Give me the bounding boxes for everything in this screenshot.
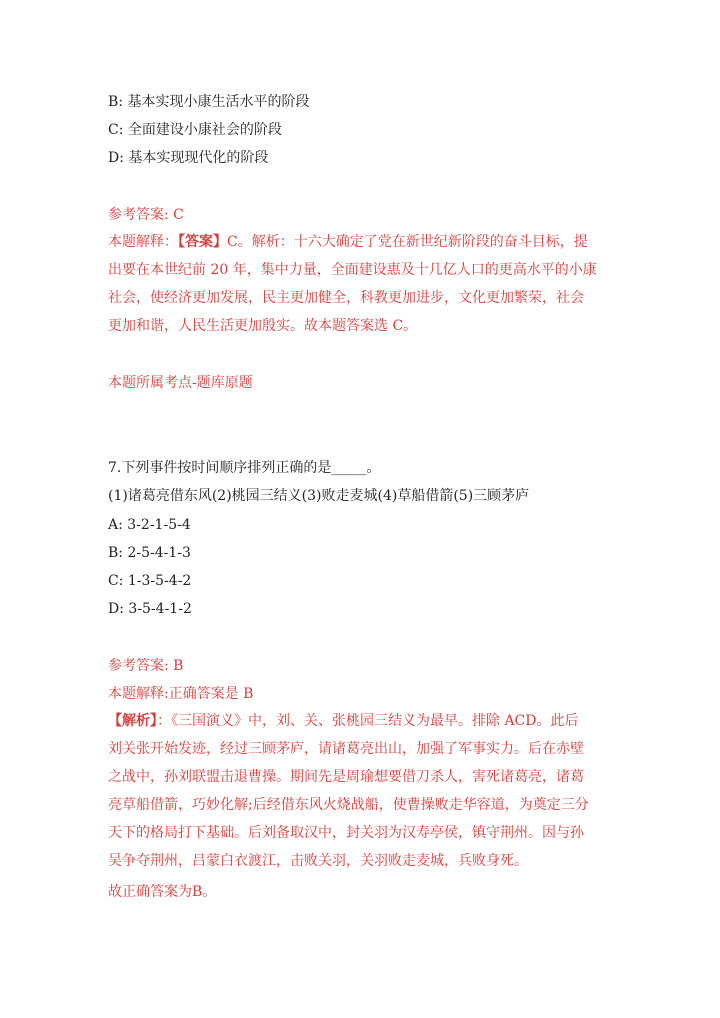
- analysis-line-4: 亮草船借箭，巧妙化解;后经借东风火烧战船，使曹操败走华容道，为奠定三分: [108, 797, 589, 813]
- analysis-line-5: 天下的格局打下基础。后刘备取汉中，封关羽为汉寿亭侯，镇守荆州。因与孙: [108, 825, 584, 841]
- option-c: C: 1-3-5-4-2: [108, 573, 192, 589]
- option-b: B: 2-5-4-1-3: [108, 545, 191, 561]
- explanation-line-2: 出要在本世纪前 20 年，集中力量，全面建设惠及十几亿人口的更高水平的小康: [108, 262, 597, 278]
- analysis-line-2: 刘关张开始发迹，经过三顾茅庐，请诸葛亮出山，加强了军事实力。后在赤壁: [108, 741, 584, 757]
- explanation-line-4: 更加和谐，人民生活更加殷实。故本题答案选 C。: [108, 318, 418, 334]
- analysis-text-1: ：《三国演义》中，刘、关、张桃园三结义为最早。排除 ACD。此后: [157, 713, 579, 729]
- option-d: D: 基本实现现代化的阶段: [108, 150, 269, 166]
- analysis-line-6: 吴争夺荆州，吕蒙白衣渡江，击败关羽，关羽败走麦城，兵败身死。: [108, 853, 528, 869]
- conclusion: 故正确答案为B。: [108, 884, 217, 900]
- explanation-line-3: 社会，使经济更加发展，民主更加健全，科教更加进步，文化更加繁荣，社会: [108, 290, 584, 306]
- explanation-line: 本题解释:正确答案是 B: [108, 686, 254, 702]
- question-source: 本题所属考点-题库原题: [108, 375, 253, 391]
- answer-tag: 【答案】: [178, 234, 227, 250]
- explanation-text-1: C。解析：十六大确定了党在新世纪新阶段的奋斗目标，提: [227, 234, 588, 250]
- reference-answer: 参考答案: C: [108, 207, 184, 223]
- option-b: B: 基本实现小康生活水平的阶段: [108, 94, 310, 110]
- explanation-line-1: [108, 228, 608, 256]
- reference-answer: 参考答案: B: [108, 658, 184, 674]
- option-a: A: 3-2-1-5-4: [108, 517, 191, 533]
- question-stem: 7.下列事件按时间顺序排列正确的是_____。: [108, 460, 381, 476]
- analysis-line-3: 之战中，孙刘联盟击退曹操。期间先是周瑜想要借刀杀人，害死诸葛亮，诸葛: [108, 769, 584, 785]
- option-d: D: 3-5-4-1-2: [108, 601, 192, 617]
- analysis-tag: 【解析】: [108, 713, 157, 729]
- explanation-label: 本题解释：: [108, 234, 178, 250]
- analysis-line-1: [108, 707, 608, 735]
- analysis-block: [108, 707, 608, 875]
- question-items: (1)诸葛亮借东风(2)桃园三结义(3)败走麦城(4)草船借箭(5)三顾茅庐: [108, 488, 530, 504]
- explanation-block: [108, 228, 608, 340]
- option-c: C: 全面建设小康社会的阶段: [108, 122, 282, 138]
